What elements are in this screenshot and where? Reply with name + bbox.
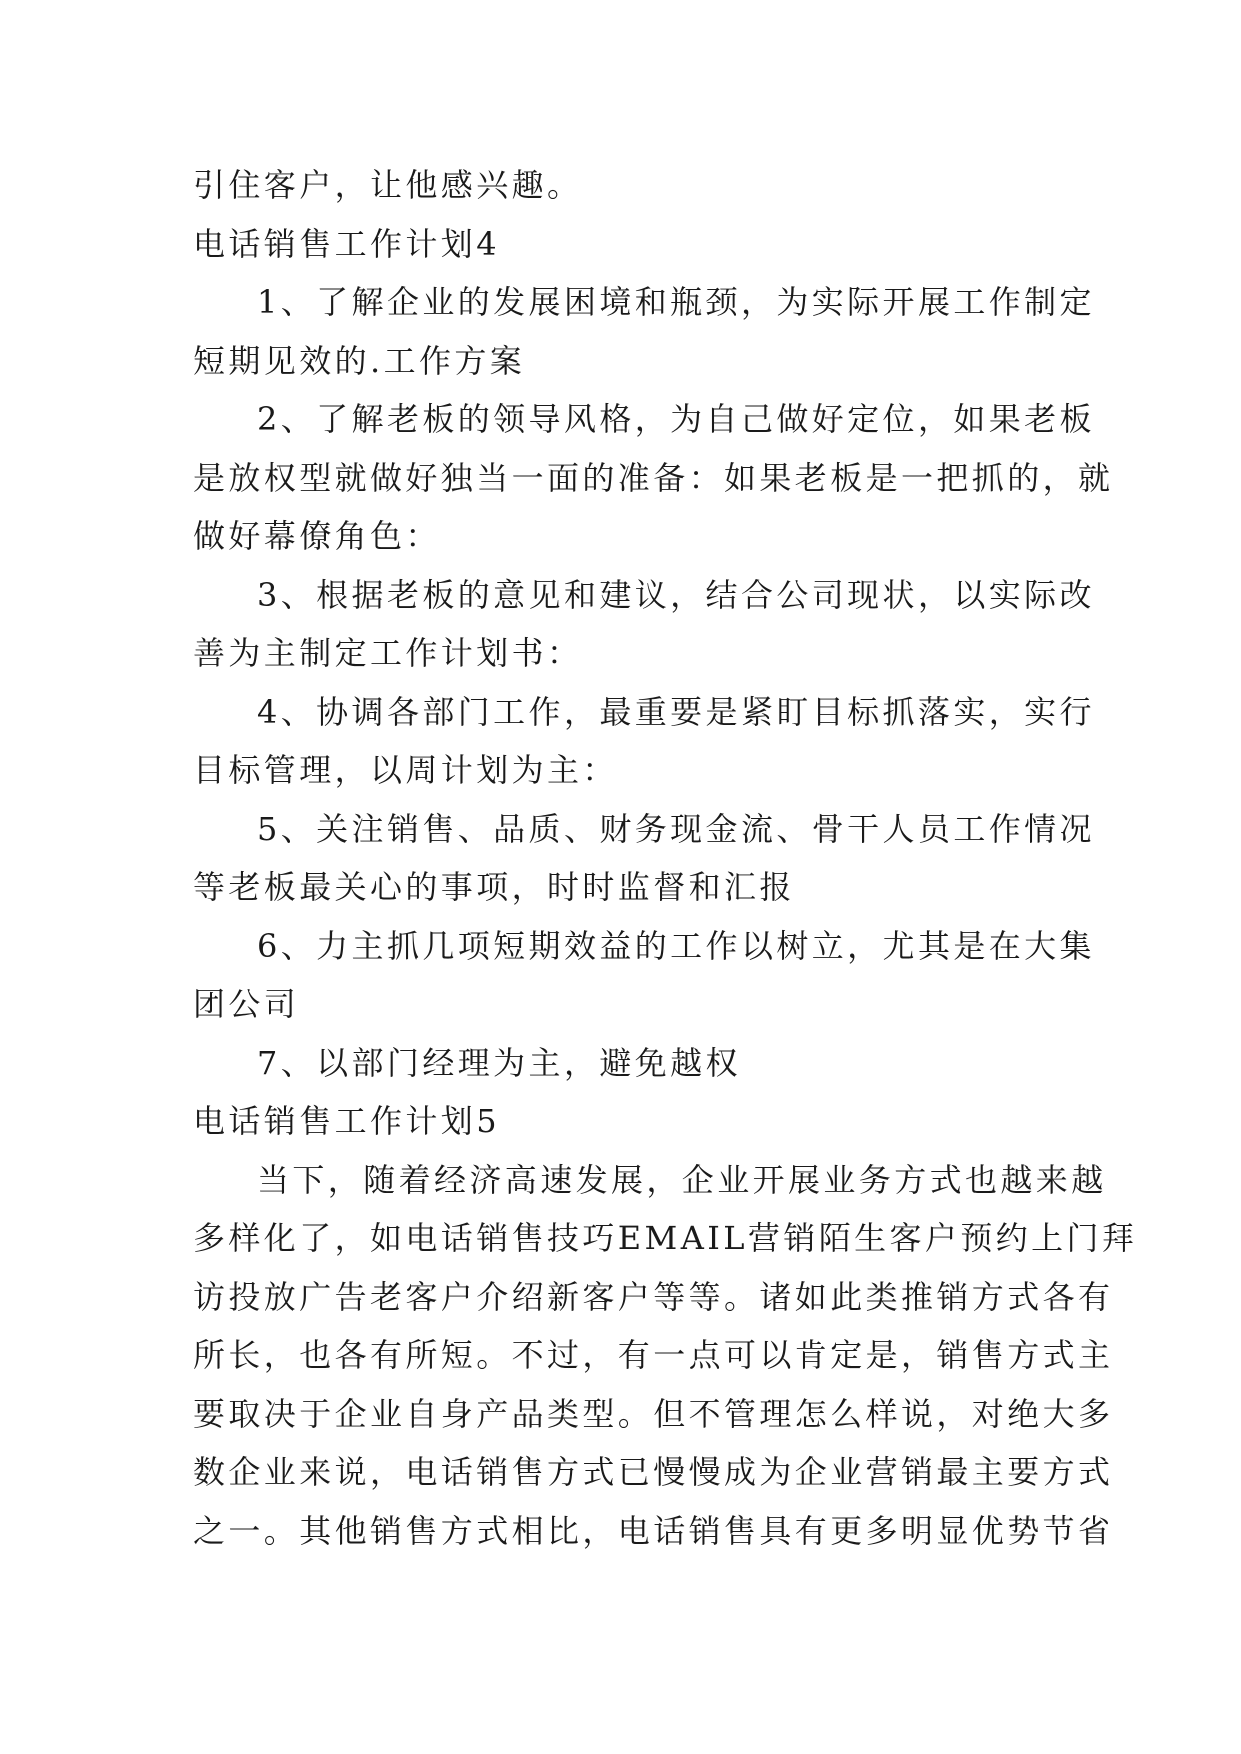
text-line: 要取决于企业自身产品类型。但不管理怎么样说，对绝大多: [193, 1394, 1114, 1433]
text-line: 3、根据老板的意见和建议，结合公司现状，以实际改: [257, 575, 1095, 614]
text-line: 7、以部门经理为主，避免越权: [257, 1043, 741, 1082]
text-line: 访投放广告老客户介绍新客户等等。诸如此类推销方式各有: [193, 1277, 1114, 1316]
text-line: 之一。其他销售方式相比，电话销售具有更多明显优势节省: [193, 1511, 1114, 1550]
text-line: 电话销售工作计划4: [193, 224, 500, 263]
text-line: 1、了解企业的发展困境和瓶颈，为实际开展工作制定: [257, 283, 1095, 321]
text-line: 当下，随着经济高速发展，企业开展业务方式也越来越: [257, 1160, 1107, 1199]
text-line: 5、关注销售、品质、财务现金流、骨干人员工作情况: [257, 809, 1095, 848]
text-line: 所长，也各有所短。不过，有一点可以肯定是，销售方式主: [193, 1336, 1114, 1374]
text-line: 4、协调各部门工作，最重要是紧盯目标抓落实，实行: [257, 692, 1095, 731]
text-line: 是放权型就做好独当一面的准备：如果老板是一把抓的，就: [193, 458, 1114, 497]
document-body: [193, 156, 1138, 1560]
text-line: 团公司: [193, 985, 300, 1023]
text-line: 6、力主抓几项短期效益的工作以树立，尤其是在大集: [257, 926, 1095, 965]
text-line: 多样化了，如电话销售技巧EMAIL营销陌生客户预约上门拜: [193, 1219, 1138, 1257]
text-line: 数企业来说，电话销售方式已慢慢成为企业营销最主要方式: [193, 1453, 1114, 1491]
text-line: 等老板最关心的事项，时时监督和汇报: [193, 868, 795, 906]
text-line: 目标管理，以周计划为主：: [193, 751, 618, 789]
text-line: 善为主制定工作计划书：: [193, 634, 583, 672]
text-line: 短期见效的.工作方案: [193, 341, 526, 380]
text-line: 电话销售工作计划5: [193, 1102, 500, 1140]
text-line: 做好幕僚角色：: [193, 517, 441, 555]
text-line: 引住客户，让他感兴趣。: [193, 166, 583, 204]
text-line: 2、了解老板的领导风格，为自己做好定位，如果老板: [257, 400, 1095, 438]
